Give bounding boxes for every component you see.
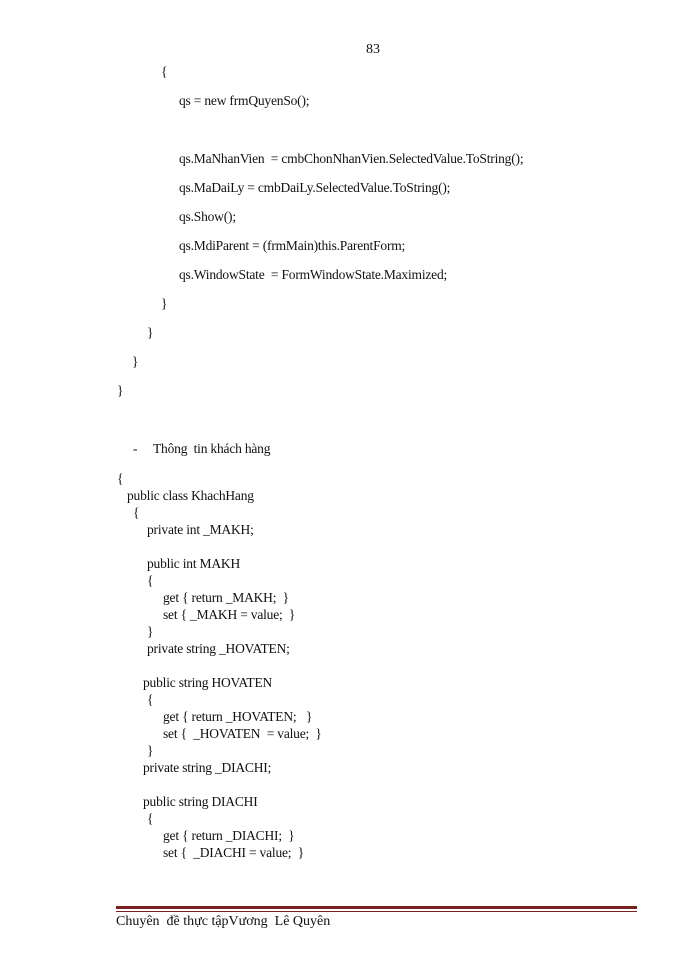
code-line: private string _DIACHI; (143, 760, 272, 775)
section-bullet: - (133, 441, 138, 456)
page-number: 83 (366, 42, 380, 57)
code-line: get { return _HOVATEN; } (163, 709, 313, 724)
code-line: } (161, 296, 168, 311)
code-line: qs.MaNhanVien = cmbChonNhanVien.SelectedValue.ToString(); (179, 151, 524, 166)
code-line: get { return _DIACHI; } (163, 828, 295, 843)
code-line: set { _MAKH = value; } (163, 607, 296, 622)
code-line: { (133, 505, 140, 520)
code-line: set { _HOVATEN = value; } (163, 726, 322, 741)
footer-divider-thick (116, 906, 637, 909)
footer-divider-thin (116, 911, 637, 912)
code-line: qs.WindowState = FormWindowState.Maximized; (179, 267, 448, 282)
code-line: { (147, 692, 154, 707)
section-title: Thông tin khách hàng (153, 441, 271, 456)
code-line: { (147, 573, 154, 588)
code-line: qs.MaDaiLy = cmbDaiLy.SelectedValue.ToString(); (179, 180, 451, 195)
code-line: private string _HOVATEN; (147, 641, 290, 656)
footer-text: Chuyên đề thực tậpVương Lê Quyên (116, 914, 331, 929)
code-line: qs.Show(); (179, 209, 236, 224)
code-line: } (147, 624, 154, 639)
code-line: } (132, 354, 139, 369)
code-line: public class KhachHang (127, 488, 254, 503)
code-line: qs = new frmQuyenSo(); (179, 93, 310, 108)
code-line: } (117, 383, 124, 398)
code-line: } (147, 743, 154, 758)
code-line: public string HOVATEN (143, 675, 273, 690)
code-line: qs.MdiParent = (frmMain)this.ParentForm; (179, 238, 406, 253)
code-line: public string DIACHI (143, 794, 258, 809)
code-line: private int _MAKH; (147, 522, 254, 537)
code-line: public int MAKH (147, 556, 240, 571)
code-line: { (147, 811, 154, 826)
code-line: } (147, 325, 154, 340)
code-line: set { _DIACHI = value; } (163, 845, 304, 860)
code-line: get { return _MAKH; } (163, 590, 289, 605)
code-line: { (161, 64, 168, 79)
code-line: { (117, 471, 124, 486)
